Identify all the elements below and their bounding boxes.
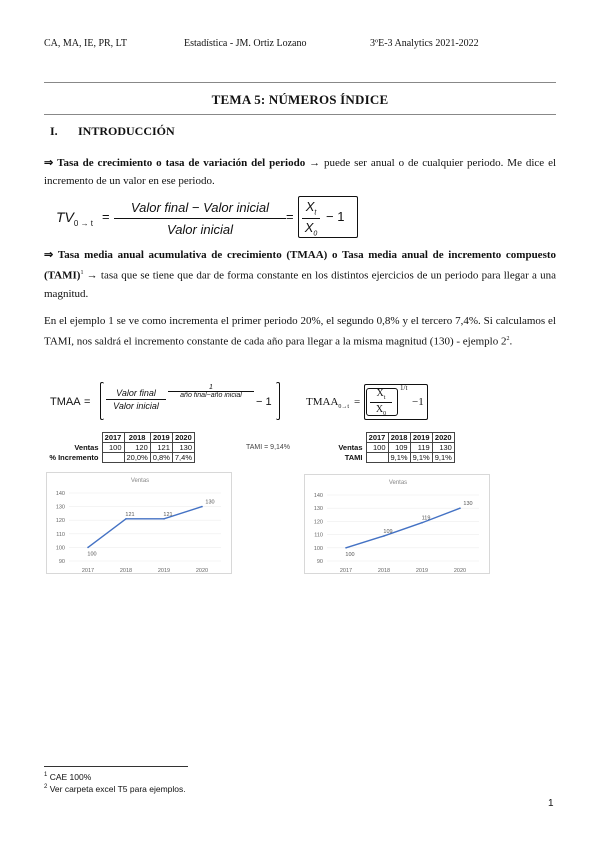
table-cell: 7,4%	[172, 453, 194, 463]
chart-title: Ventas	[130, 478, 150, 484]
table-cell: 100	[366, 443, 388, 453]
chart-ventas-2-svg	[305, 475, 491, 575]
formula1-lhs-sub: 0 → t	[73, 218, 94, 228]
y-tick-label: 130	[313, 506, 323, 513]
table-row	[44, 453, 195, 463]
table-cell: 109	[388, 443, 410, 453]
header-center: Estadística - JM. Ortiz Lozano	[184, 38, 307, 49]
formula1-denominator: Valor inicial	[167, 222, 233, 237]
data-point	[345, 547, 347, 549]
x-fraction-bar	[302, 218, 320, 219]
footnote-ref-2[interactable]: 2	[506, 336, 510, 342]
section-label: INTRODUCCIÓN	[78, 124, 175, 138]
footnote-1-num: 1	[44, 772, 48, 779]
formula2-fraction	[106, 388, 166, 411]
fraction-bar	[114, 218, 286, 219]
data-point	[163, 518, 165, 520]
growth-rate-term: Tasa de crecimiento o tasa de variación del periodo	[57, 157, 306, 169]
formula-tmaa-roots	[306, 384, 436, 424]
footnote-2-text: Ver carpeta excel T5 para ejemplos.	[47, 784, 186, 794]
formula3-minus-one: −1	[412, 396, 424, 408]
formula3-x-fraction	[370, 388, 392, 417]
formula3-exp: 1/t	[400, 384, 408, 392]
arrow-2: ⇒	[44, 249, 54, 261]
data-label: 119	[421, 515, 431, 522]
data-label: 130	[463, 501, 473, 508]
data-point	[459, 507, 461, 509]
y-tick-label: 90	[316, 559, 323, 565]
header-right: 3ºE-3 Analytics 2021-2022	[370, 38, 479, 49]
table-cell	[366, 453, 388, 463]
arrow-1: ⇒	[44, 157, 54, 169]
header-divider	[44, 82, 556, 83]
table-row	[308, 443, 454, 453]
y-tick-label: 120	[313, 519, 323, 526]
section-heading	[50, 124, 175, 139]
formula-tmaa	[50, 382, 290, 422]
data-point	[201, 506, 203, 508]
formula1-fraction	[114, 200, 286, 237]
formula2-left-bracket	[100, 382, 104, 420]
table1-year: 2019	[150, 433, 172, 443]
page-title: TEMA 5: NÚMEROS ÍNDICE	[211, 92, 389, 107]
formula1-x-fraction	[302, 199, 320, 237]
y-tick-label: 140	[313, 493, 323, 499]
table2-year: 2020	[432, 433, 454, 443]
footnote-2-num: 2	[44, 784, 48, 791]
series-line	[88, 507, 202, 548]
row-label: Ventas	[338, 443, 363, 452]
data-label: 121	[163, 511, 173, 518]
table-cell: 120	[124, 443, 150, 453]
formula3-x-num-sub: t	[383, 395, 386, 401]
data-label: 121	[125, 511, 135, 518]
formula1-eq2: =	[286, 209, 294, 224]
table-cell: 130	[172, 443, 194, 453]
formula2-right-bracket	[276, 382, 280, 420]
formula3-x-bar	[370, 402, 392, 403]
table1-year: 2020	[172, 433, 194, 443]
section-number: I.	[50, 124, 58, 138]
data-label: 100	[87, 551, 97, 558]
formula2-lhs: TMAA	[50, 396, 81, 408]
growth-rate-desc: → puede ser anual o de cualquier periodo. Me dice el incremento de un valor en ese periodo.	[44, 157, 557, 187]
paragraph-tmaa	[44, 246, 556, 303]
y-tick-label: 120	[55, 518, 65, 525]
chart-title: Ventas	[388, 480, 408, 486]
formula2-exp-num: 1	[209, 384, 213, 391]
formula1-eq1: =	[102, 209, 110, 224]
data-point	[383, 535, 385, 537]
table1-year: 2018	[124, 433, 150, 443]
x-tick-label: 2020	[195, 568, 209, 574]
formula1-lhs-text: TV	[56, 209, 74, 225]
table2-year: 2017	[366, 433, 388, 443]
example-text: En el ejemplo 1 se ve como incrementa el primer periodo 20%, el segundo 0,8% y el tercero 7,4%. Si calculamos el TAMI, nos saldrá el incremento constante de cada año para llegar a la misma magnitud (130) - ejemplo 2	[44, 315, 556, 348]
formula3-x-num: X	[376, 388, 384, 399]
formula3-eq: =	[354, 396, 361, 408]
table-cell: 121	[150, 443, 172, 453]
paragraph-example	[44, 312, 556, 351]
tami-note: TAMI = 9,14%	[246, 444, 291, 451]
chart-ventas-1	[46, 472, 232, 574]
footnote-ref-1[interactable]: 1	[80, 270, 84, 276]
formula1-lhs	[56, 209, 93, 228]
page-header	[44, 38, 556, 49]
table-cell: 119	[410, 443, 432, 453]
x-tick-label: 2017	[81, 568, 95, 574]
tmaa-term: Tasa media anual acumulativa de crecimiento (TMAA) o Tasa media anual de incremento compuesto (TAMI)	[44, 249, 557, 282]
header-left: CA, MA, IE, PR, LT	[44, 38, 127, 49]
y-tick-label: 100	[313, 545, 323, 552]
formula3-lhs-sub: 0→t	[338, 404, 350, 411]
formula2-numerator: Valor final	[116, 388, 156, 398]
formula2-minus-one: − 1	[256, 396, 272, 408]
data-point	[87, 547, 89, 549]
table-row	[308, 453, 454, 463]
formula3-lhs	[306, 396, 349, 410]
x-tick-label: 2018	[119, 568, 133, 574]
table-cell: 0,8%	[150, 453, 172, 463]
table2-year: 2019	[410, 433, 432, 443]
formula1-minus-one: − 1	[326, 209, 345, 224]
formula3-x-den: X	[375, 404, 384, 415]
table2-header-row	[308, 433, 454, 443]
table-row	[44, 443, 195, 453]
y-tick-label: 130	[55, 504, 65, 511]
footnote-1	[44, 772, 91, 782]
example-end: .	[509, 335, 513, 348]
formula2-eq: =	[84, 396, 91, 408]
y-tick-label: 110	[314, 532, 323, 539]
row-label: % Incremento	[49, 453, 99, 462]
formula2-fraction-bar	[106, 399, 166, 400]
x-num-sub: t	[314, 209, 317, 217]
formula2-denominator: Valor inicial	[113, 401, 159, 411]
table-cell: 130	[432, 443, 454, 453]
row-label: Ventas	[74, 443, 99, 452]
table1-year: 2017	[102, 433, 124, 443]
formula-growth-rate	[56, 196, 376, 242]
table-example-1	[44, 432, 195, 463]
footnote-divider	[44, 766, 188, 767]
x-den: X	[304, 219, 314, 235]
footnote-1-text: CAE 100%	[47, 772, 92, 782]
table2-year: 2018	[388, 433, 410, 443]
table-cell: 20,0%	[124, 453, 150, 463]
table-cell: 9,1%	[432, 453, 454, 463]
formula3-lhs-text: TMAA	[306, 396, 339, 408]
title-divider	[44, 114, 556, 115]
y-tick-label: 140	[55, 491, 65, 497]
data-label: 100	[345, 551, 355, 558]
x-den-sub: 0	[313, 230, 318, 238]
row-label: TAMI	[344, 453, 363, 462]
x-tick-label: 2019	[415, 568, 429, 574]
table-cell: 9,1%	[410, 453, 432, 463]
footnote-2	[44, 784, 186, 794]
chart-ventas-2	[304, 474, 490, 574]
x-tick-label: 2020	[453, 568, 467, 574]
table-cell: 9,1%	[388, 453, 410, 463]
x-num: X	[305, 199, 315, 214]
paragraph-growth-rate	[44, 154, 556, 190]
table1-header-row	[44, 433, 195, 443]
data-point	[125, 518, 127, 520]
x-tick-label: 2018	[377, 568, 391, 574]
page-number: 1	[548, 798, 554, 809]
table-cell: 100	[102, 443, 124, 453]
formula2-exponent	[168, 384, 254, 399]
data-label: 109	[383, 528, 393, 535]
tmaa-desc: → tasa que se tiene que dar de forma constante en los distintos ejercicios de un periodo para llegar a una magnitud.	[44, 269, 556, 300]
formula1-numerator: Valor final − Valor inicial	[130, 200, 270, 215]
x-tick-label: 2019	[157, 568, 171, 574]
data-point	[421, 522, 423, 524]
formula3-x-den-sub: 0	[383, 411, 387, 417]
formula2-exp-den: año final−año inicial	[180, 392, 242, 399]
chart-ventas-1-svg	[47, 473, 233, 575]
table-example-2	[308, 432, 455, 463]
series-line	[346, 508, 460, 548]
x-tick-label: 2017	[339, 568, 353, 574]
y-tick-label: 110	[56, 531, 65, 538]
table-cell	[102, 453, 124, 463]
y-tick-label: 90	[58, 559, 65, 565]
data-label: 130	[205, 499, 215, 506]
y-tick-label: 100	[55, 545, 65, 552]
